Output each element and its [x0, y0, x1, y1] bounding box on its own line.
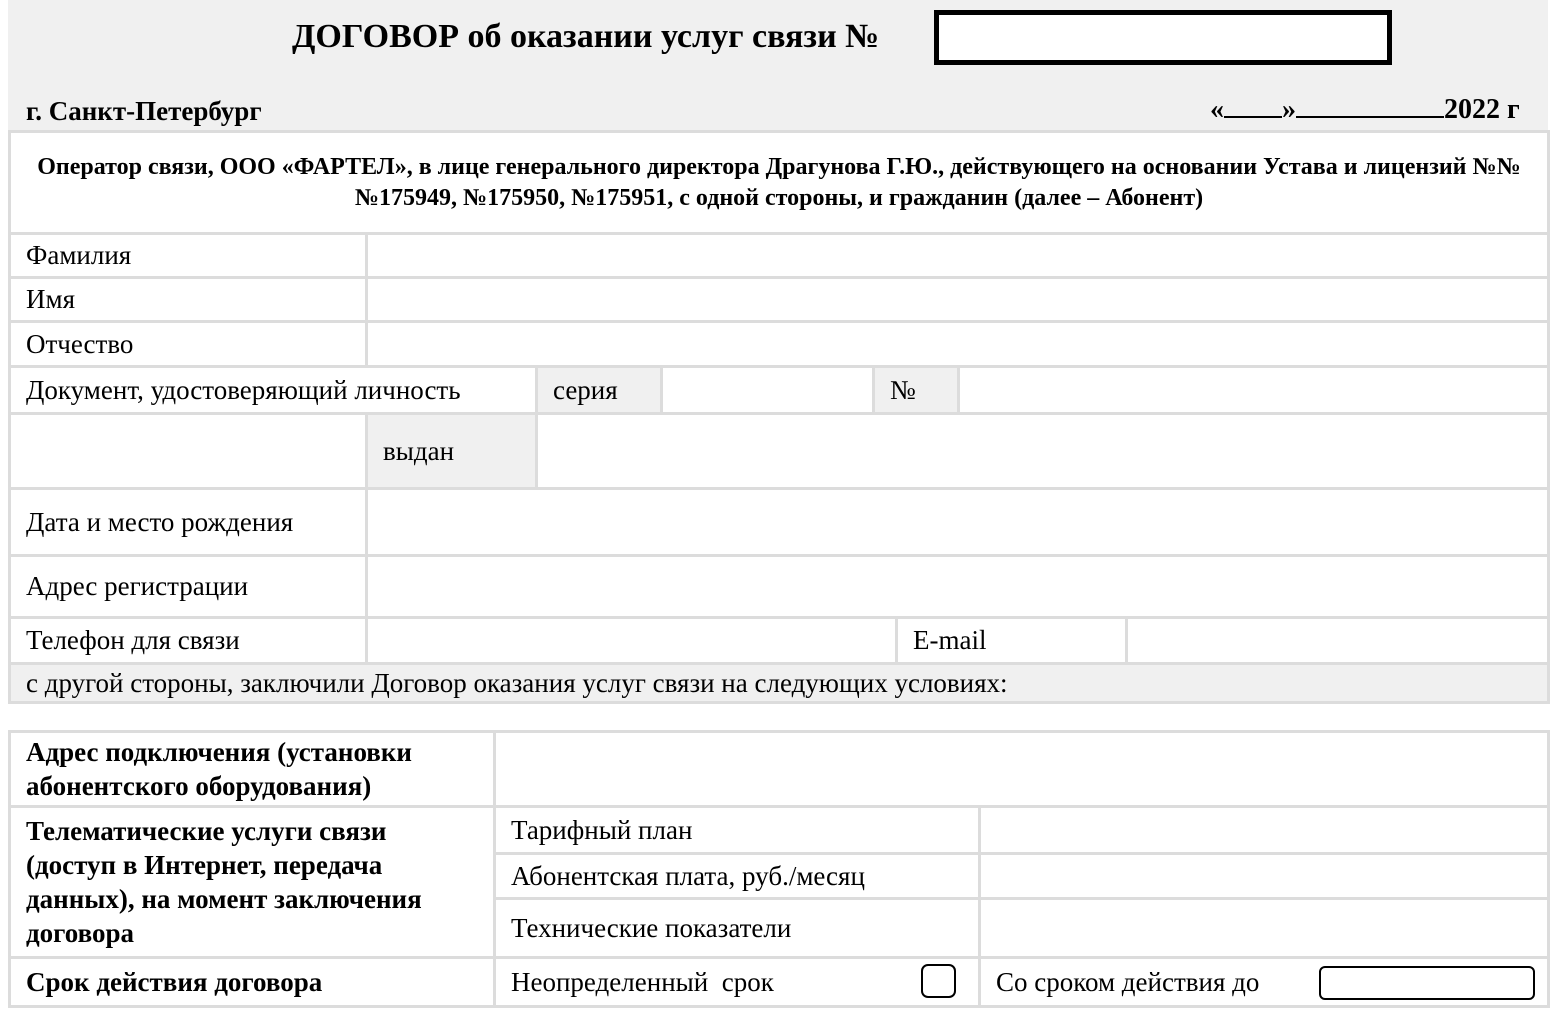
phone-label: Телефон для связи [8, 616, 368, 665]
address-field[interactable] [365, 554, 1550, 619]
issued-input[interactable] [538, 415, 1547, 487]
number-field[interactable] [957, 365, 1550, 415]
document-label: Документ, удостоверяющий личность [8, 365, 538, 415]
date-month-blank[interactable] [1296, 90, 1444, 118]
contract-number-input[interactable] [939, 15, 1387, 60]
email-label: E-mail [895, 616, 1128, 665]
surname-label: Фамилия [8, 232, 368, 279]
email-field[interactable] [1125, 616, 1550, 665]
patronymic-label: Отчество [8, 320, 368, 368]
indefinite-term-cell [493, 956, 981, 1008]
phone-input[interactable] [368, 619, 895, 662]
fee-label: Абонентская плата, руб./месяц [493, 852, 981, 900]
indefinite-term-label: Неопределенный срок [511, 966, 774, 997]
tech-input[interactable] [981, 900, 1547, 956]
tech-field[interactable] [978, 897, 1550, 959]
surname-input[interactable] [368, 235, 1547, 276]
contract-title: ДОГОВОР об оказании услуг связи № [292, 18, 880, 55]
number-label: № [872, 365, 960, 415]
until-label: Со сроком действия до [996, 966, 1260, 997]
series-label: серия [535, 365, 663, 415]
tariff-field[interactable] [978, 805, 1550, 855]
connection-address-label: Адрес подключения (установки абонентского оборудования) [8, 730, 496, 808]
series-input[interactable] [663, 368, 872, 412]
issued-label: выдан [365, 412, 538, 490]
birth-field[interactable] [365, 487, 1550, 557]
name-label: Имя [8, 276, 368, 323]
surname-field[interactable] [365, 232, 1550, 279]
address-input[interactable] [368, 557, 1547, 616]
telematic-label: Телематические услуги связи (доступ в Интернет, передача данных), на момент заключения договора [8, 805, 496, 959]
contract-number-box[interactable] [934, 10, 1392, 65]
date-open-quote: « [1210, 94, 1224, 125]
fee-input[interactable] [981, 855, 1547, 897]
series-field[interactable] [660, 365, 875, 415]
issued-spacer [8, 412, 368, 490]
name-field[interactable] [365, 276, 1550, 323]
fee-field[interactable] [978, 852, 1550, 900]
tech-label: Технические показатели [493, 897, 981, 959]
tariff-label: Тарифный план [493, 805, 981, 855]
address-label: Адрес регистрации [8, 554, 368, 619]
connection-address-input[interactable] [496, 733, 1547, 805]
connection-address-field[interactable] [493, 730, 1550, 808]
indefinite-term-checkbox[interactable] [921, 964, 956, 998]
email-input[interactable] [1128, 619, 1547, 662]
date-day-blank[interactable] [1224, 90, 1282, 118]
phone-field[interactable] [365, 616, 898, 665]
tariff-input[interactable] [981, 808, 1547, 852]
issued-field[interactable] [535, 412, 1550, 490]
date-close-quote: » [1282, 94, 1296, 125]
name-input[interactable] [368, 279, 1547, 320]
patronymic-input[interactable] [368, 323, 1547, 365]
preamble-text: Оператор связи, ООО «ФАРТЕЛ», в лице генерального директора Драгунова Г.Ю., действующего на основании Устава и лицензий №№ №175949, №175950, №175951, с одной стороны, и гражданин (далее – Абонент) [37, 154, 1521, 211]
birth-label: Дата и место рождения [8, 487, 368, 557]
until-date-field[interactable] [1319, 966, 1535, 1000]
closing-text: с другой стороны, заключили Договор оказания услуг связи на следующих условиях: [8, 662, 1550, 704]
birth-input[interactable] [368, 490, 1547, 554]
number-input[interactable] [960, 368, 1547, 412]
term-label: Срок действия договора [8, 956, 496, 1008]
city: г. Санкт-Петербург [26, 96, 262, 126]
date-year: 2022 г [1444, 94, 1520, 125]
contract-date [1210, 90, 1520, 126]
until-date-input[interactable] [1321, 968, 1533, 998]
patronymic-field[interactable] [365, 320, 1550, 368]
